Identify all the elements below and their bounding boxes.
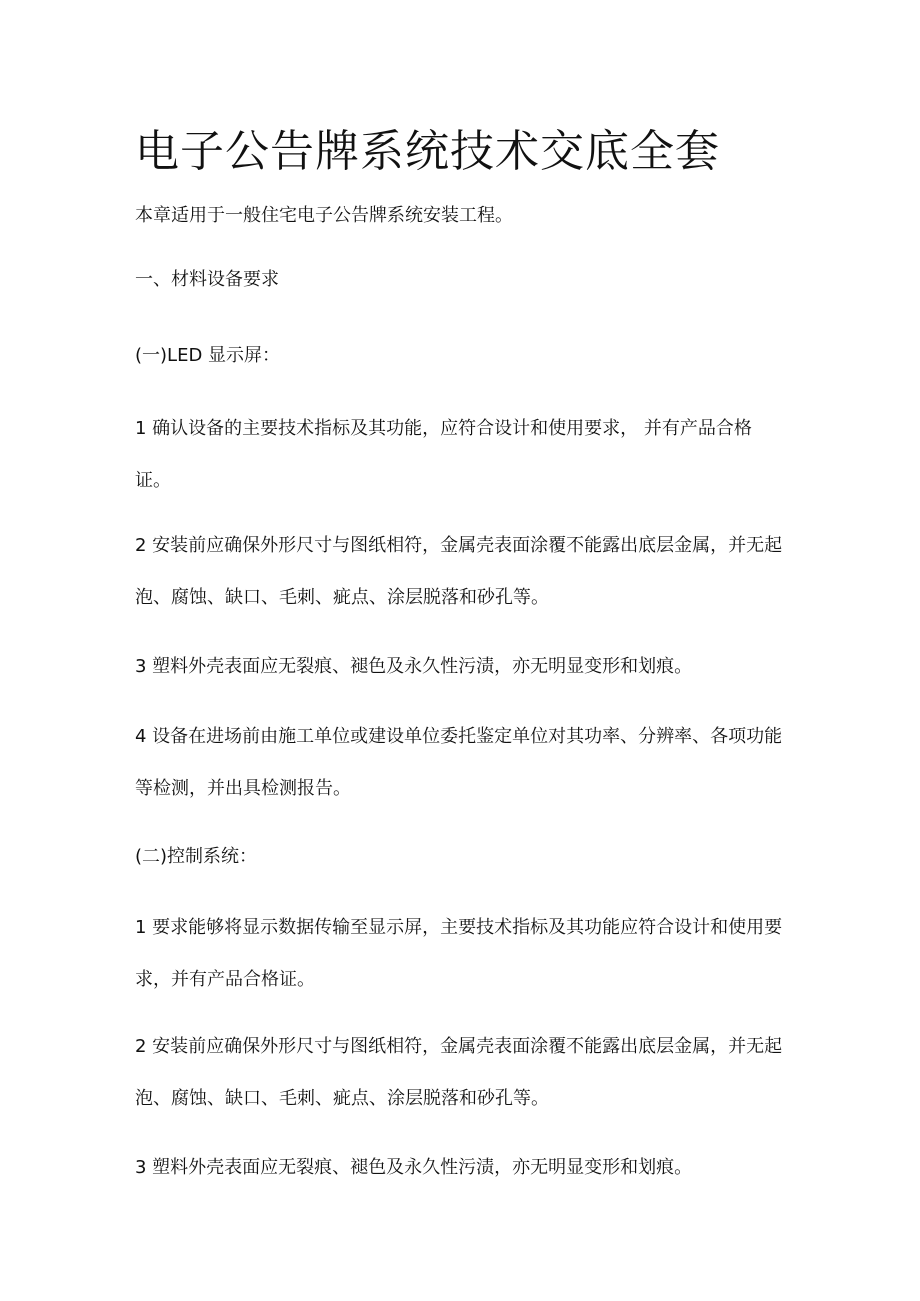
section-heading-materials: 一、材料设备要求 — [135, 269, 279, 290]
document-title: 电子公告牌系统技术交底全套 — [135, 126, 720, 177]
paragraph-scope: 本章适用于一般住宅电子公告牌系统安装工程。 — [135, 205, 513, 226]
paragraph-control-3: 3 塑料外壳表面应无裂痕、褪色及永久性污渍，亦无明显变形和划痕。 — [135, 1157, 693, 1178]
paragraph-led-3: 3 塑料外壳表面应无裂痕、褪色及永久性污渍，亦无明显变形和划痕。 — [135, 656, 693, 677]
paragraph-led-2: 2 安装前应确保外形尺寸与图纸相符，金属壳表面涂覆不能露出底层金属，并无起泡、腐蚀、缺口、毛刺、疵点、涂层脱落和砂孔等。 — [135, 535, 783, 608]
subsection-heading-control: (二)控制系统： — [135, 846, 258, 867]
subsection-heading-led: (一)LED 显示屏： — [135, 345, 281, 366]
paragraph-led-1: 1 确认设备的主要技术指标及其功能，应符合设计和使用要求， 并有产品合格证。 — [135, 418, 752, 491]
paragraph-control-2: 2 安装前应确保外形尺寸与图纸相符，金属壳表面涂覆不能露出底层金属，并无起泡、腐蚀、缺口、毛刺、疵点、涂层脱落和砂孔等。 — [135, 1036, 783, 1109]
paragraph-led-4: 4 设备在进场前由施工单位或建设单位委托鉴定单位对其功率、分辨率、各项功能等检测，并出具检测报告。 — [135, 726, 783, 799]
paragraph-control-1: 1 要求能够将显示数据传输至显示屏，主要技术指标及其功能应符合设计和使用要求，并有产品合格证。 — [135, 917, 783, 990]
